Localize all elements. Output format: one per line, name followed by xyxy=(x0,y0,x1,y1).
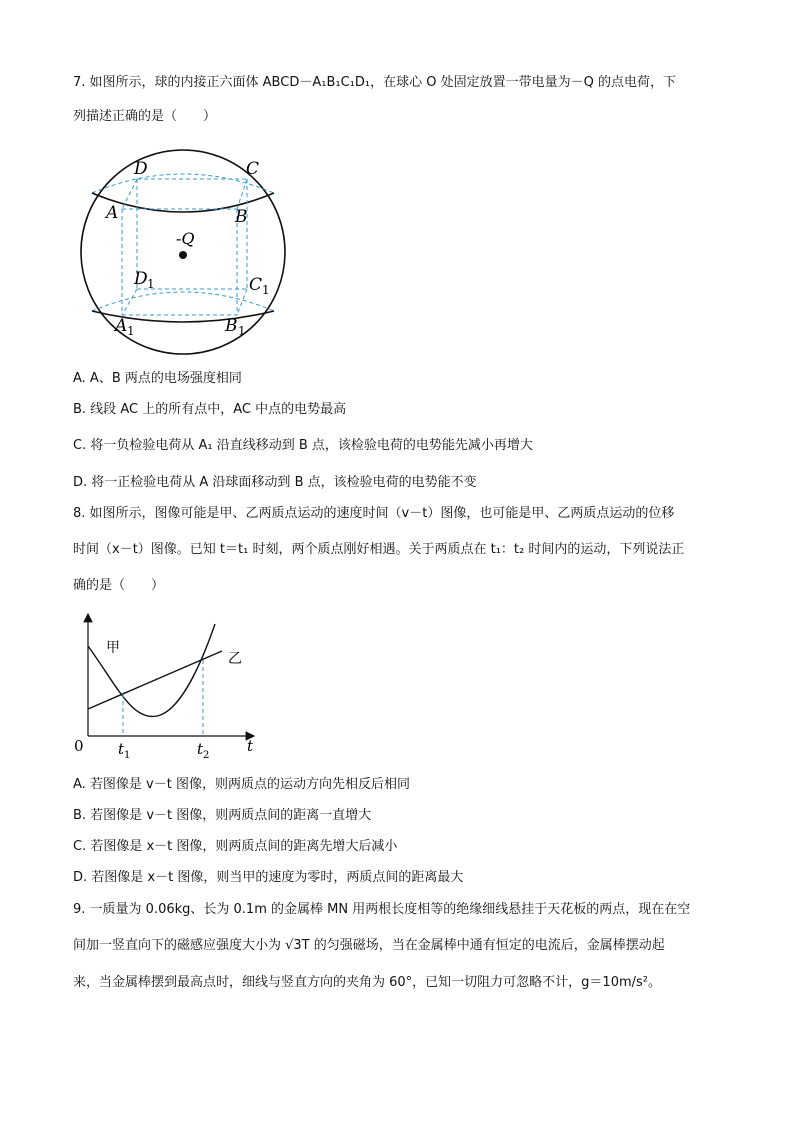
label-A: A xyxy=(106,203,119,223)
q8-option-c: C. 若图像是 x－t 图像，则两质点间的距离先增大后减小 xyxy=(73,839,398,854)
label-jia: 甲 xyxy=(106,640,120,656)
label-B: B xyxy=(235,207,248,227)
label-B1-sub: 1 xyxy=(238,324,246,338)
q7-option-b: B. 线段 AC 上的所有点中，AC 中点的电势最高 xyxy=(73,402,347,417)
label-A1: A xyxy=(115,316,128,336)
q7-option-c: C. 将一负检验电荷从 A₁ 沿直线移动到 B 点，该检验电荷的电势能先减小再增大 xyxy=(73,438,533,453)
label-D1-sub: 1 xyxy=(147,277,155,291)
center-charge-dot xyxy=(179,251,187,259)
q7-option-a: A. A、B 两点的电场强度相同 xyxy=(73,371,242,386)
q8-option-d: D. 若图像是 x－t 图像，则当甲的速度为零时，两质点间的距离最大 xyxy=(73,870,464,885)
q8-stem-line1: 8. 如图所示，图像可能是甲、乙两质点运动的速度时间（v－t）图像，也可能是甲、乙两质点运动的位移 xyxy=(73,506,675,521)
q7-sphere-figure xyxy=(70,143,290,363)
label-D1: D xyxy=(134,269,148,289)
q8-option-a: A. 若图像是 v－t 图像，则两质点的运动方向先相反后相同 xyxy=(73,777,410,792)
q8-option-b: B. 若图像是 v－t 图像，则两质点间的距离一直增大 xyxy=(73,808,372,823)
curve-jia xyxy=(88,624,215,716)
q7-stem-line1: 7. 如图所示，球的内接正六面体 ABCD－A₁B₁C₁D₁，在球心 O 处固定放置一带电量为－Q 的点电荷，下 xyxy=(73,75,676,90)
label-D: D xyxy=(134,159,148,179)
label-t1: t xyxy=(118,740,125,758)
label-origin: 0 xyxy=(74,737,84,755)
label-t2: t xyxy=(197,740,204,758)
lower-ellipse-back xyxy=(92,292,274,311)
q8-stem-line2: 时间（x－t）图像。已知 t＝t₁ 时刻，两个质点刚好相遇。关于两质点在 t₁：t₂ 时间内的运动，下列说法正 xyxy=(73,542,685,557)
q8-stem-line3: 确的是（ ） xyxy=(73,578,165,593)
label-C: C xyxy=(246,159,260,179)
label-t2-sub: 2 xyxy=(203,750,210,761)
label-t1-sub: 1 xyxy=(124,750,131,761)
q9-line3: 来，当金属棒摆到最高点时，细线与竖直方向的夹角为 60°，已知一切阻力可忽略不计，g＝10m/s²。 xyxy=(73,975,661,990)
q8-graph-figure xyxy=(72,606,272,761)
q9-line1: 9. 一质量为 0.06kg、长为 0.1m 的金属棒 MN 用两根长度相等的绝缘细线悬挂于天花板的两点，现在在空 xyxy=(73,902,691,917)
label-A1-sub: 1 xyxy=(127,324,135,338)
label-charge: -Q xyxy=(176,229,195,248)
label-yi: 乙 xyxy=(228,651,242,667)
q9-line2: 间加一竖直向下的磁感应强度大小为 √3T 的匀强磁场，当在金属棒中通有恒定的电流后，金属棒摆动起 xyxy=(73,938,665,953)
label-B1: B xyxy=(225,316,238,336)
q7-stem-line2: 列描述正确的是（ ） xyxy=(73,109,217,124)
label-C1: C xyxy=(249,275,263,295)
label-t-axis: t xyxy=(247,737,254,755)
q7-option-d: D. 将一正检验电荷从 A 沿球面移动到 B 点，该检验电荷的电势能不变 xyxy=(73,475,477,490)
label-C1-sub: 1 xyxy=(262,283,270,297)
